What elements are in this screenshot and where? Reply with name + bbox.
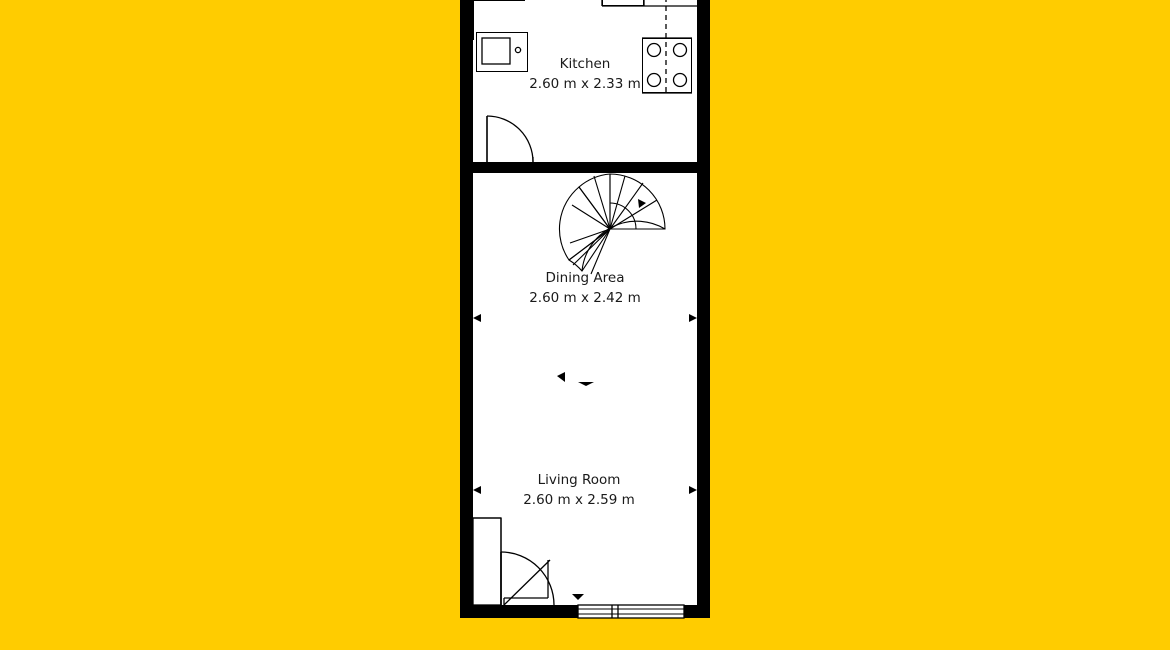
floorplan-diagram <box>460 0 710 618</box>
living-room-label-dims: 2.60 m x 2.59 m <box>523 492 635 508</box>
dining-area-label <box>490 268 680 308</box>
kitchen-label-dims: 2.60 m x 2.33 m <box>529 76 641 92</box>
living-room-label-name: Living Room <box>537 472 621 488</box>
dining-area-label-name: Dining Area <box>545 270 625 286</box>
kitchen-label-name: Kitchen <box>559 56 611 72</box>
kitchen-label <box>490 54 680 94</box>
dining-area-label-dims: 2.60 m x 2.42 m <box>529 290 641 306</box>
living-room-label <box>484 470 674 510</box>
